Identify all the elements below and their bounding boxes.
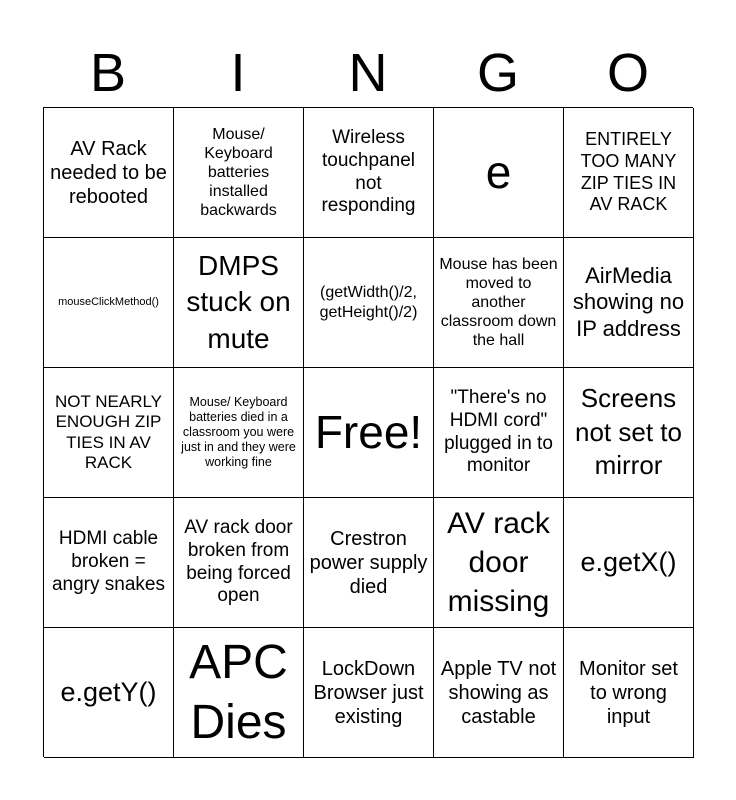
bingo-cell: e.getY() xyxy=(44,628,174,758)
bingo-header xyxy=(43,40,693,106)
bingo-cell: Mouse has been moved to another classroom down the hall xyxy=(434,238,564,368)
bingo-cell: Crestron power supply died xyxy=(304,498,434,628)
bingo-cell: "There's no HDMI cord" plugged in to monitor xyxy=(434,368,564,498)
bingo-cell: Mouse/ Keyboard batteries installed backwards xyxy=(174,108,304,238)
bingo-cell: HDMI cable broken = angry snakes xyxy=(44,498,174,628)
free-space: Free! xyxy=(304,368,434,498)
header-letter-o: O xyxy=(606,43,649,103)
bingo-cell: e xyxy=(434,108,564,238)
bingo-cell: (getWidth()/2, getHeight()/2) xyxy=(304,238,434,368)
bingo-cell: e.getX() xyxy=(564,498,694,628)
bingo-cell: mouseClickMethod() xyxy=(44,238,174,368)
bingo-cell: AV Rack needed to be rebooted xyxy=(44,108,174,238)
header-letter-n: N xyxy=(348,43,388,103)
bingo-cell: APC Dies xyxy=(174,628,304,758)
bingo-cell: Apple TV not showing as castable xyxy=(434,628,564,758)
bingo-cell: Monitor set to wrong input xyxy=(564,628,694,758)
bingo-cell: LockDown Browser just existing xyxy=(304,628,434,758)
bingo-cell: DMPS stuck on mute xyxy=(174,238,304,368)
bingo-cell: ENTIRELY TOO MANY ZIP TIES IN AV RACK xyxy=(564,108,694,238)
bingo-cell: AV rack door missing xyxy=(434,498,564,628)
header-letter-b: B xyxy=(89,43,127,103)
bingo-cell: AirMedia showing no IP address xyxy=(564,238,694,368)
bingo-cell: Wireless touchpanel not responding xyxy=(304,108,434,238)
bingo-cell: Mouse/ Keyboard batteries died in a classroom you were just in and they were working fine xyxy=(174,368,304,498)
header-letter-i: I xyxy=(230,43,246,103)
bingo-cell: Screens not set to mirror xyxy=(564,368,694,498)
header-letter-g: G xyxy=(476,43,519,103)
bingo-cell: NOT NEARLY ENOUGH ZIP TIES IN AV RACK xyxy=(44,368,174,498)
bingo-cell: AV rack door broken from being forced open xyxy=(174,498,304,628)
bingo-grid xyxy=(43,107,693,757)
